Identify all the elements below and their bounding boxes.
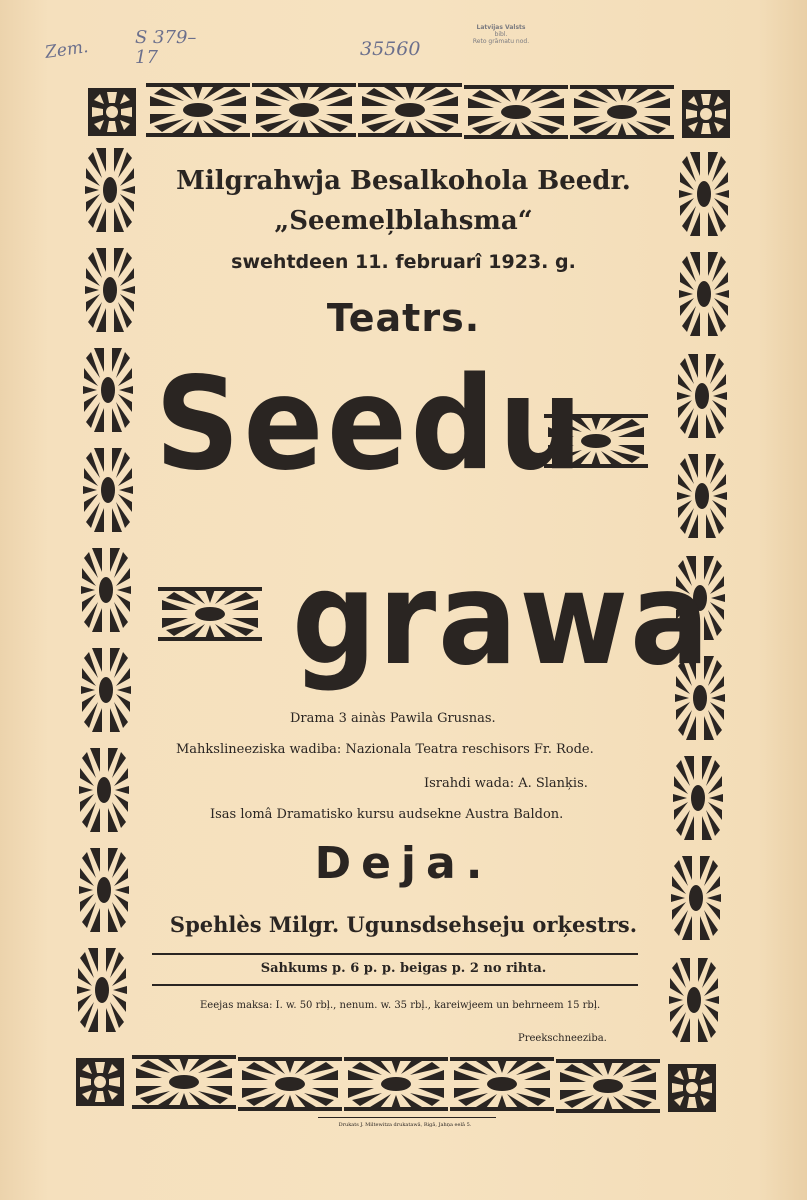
ticket-prices: Eeejas maksa: I. w. 50 rbļ., nenum. w. 35 rbļ., kareiwjeem un behrneem 15 rbļ. (200, 1000, 601, 1011)
credit-line-4: Isas lomâ Dramatisko kursu audsekne Austra Baldon. (210, 807, 564, 822)
orchestra-line: Spehlès Milgr. Ugunsdsehseju orķestrs. (169, 912, 638, 937)
handwritten-number: 35560 (360, 38, 421, 60)
printer-rule (318, 1117, 496, 1118)
printer-imprint: Drukats J. Miltewitza drukatawâ, Rigâ, Jahņa eelâ 5. (338, 1122, 472, 1128)
stamp-line-3: Reto grāmatu nod. (472, 38, 530, 45)
rule-bottom (152, 984, 638, 986)
play-title-line-1: Seedu (155, 350, 587, 499)
event-date: swehtdeen 11. februarî 1923. g. (231, 251, 576, 273)
stamp-line-2: bibl. (494, 31, 508, 38)
show-times: Sahkums p. 6 p. p. beigas p. 2 no rihta. (260, 961, 547, 976)
play-title-line-2: grawa (292, 545, 712, 694)
rule-top (152, 953, 638, 955)
handwritten-code: S 379–17 (135, 27, 197, 68)
dance-heading: Deja. (314, 838, 493, 889)
credit-line-2: Mahkslineeziska wadiba: Nazionala Teatra reschisors Fr. Rode. (176, 742, 594, 757)
society-name: „Seemeļblahsma“ (274, 206, 533, 236)
handwritten-note-left: Zem. (43, 37, 90, 63)
credit-line-1: Drama 3 ainàs Pawila Grusnas. (290, 711, 496, 726)
management-signature: Preekschneeziba. (518, 1033, 607, 1044)
credit-line-3: Israhdi wada: A. Slanķis. (424, 776, 588, 791)
organizer-name: Milgrahwja Besalkohola Beedr. (176, 166, 631, 196)
stamp-line-1: Latvijas Valsts (476, 24, 526, 31)
genre-heading: Teatrs. (326, 296, 481, 340)
